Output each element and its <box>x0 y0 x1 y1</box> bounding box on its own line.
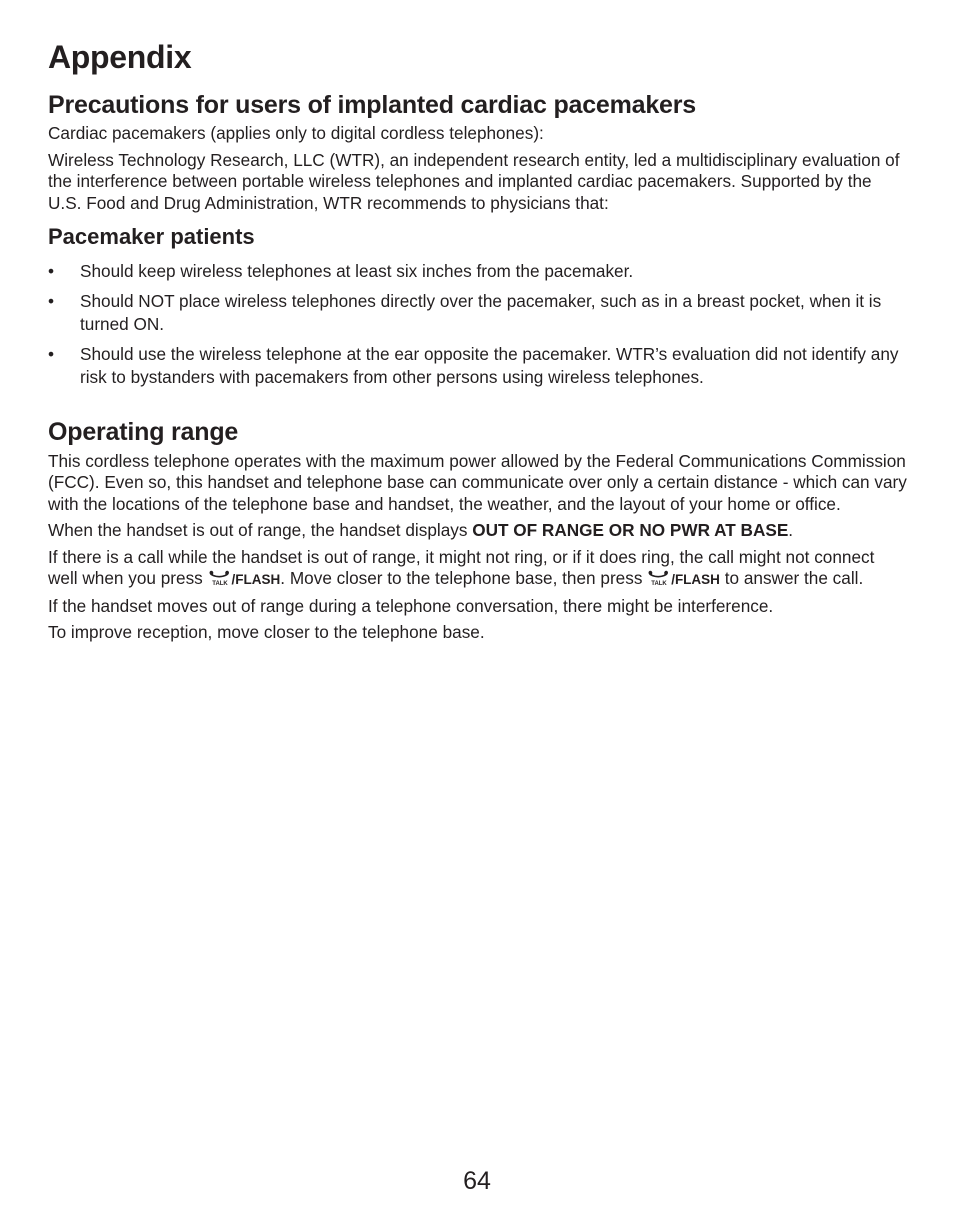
talk-handset-icon <box>647 568 671 586</box>
bullet-text: Should NOT place wireless telephones directly over the pacemaker, such as in a breast pocket, when it is turned ON. <box>80 290 882 334</box>
talk-key-label: TALK <box>211 581 228 586</box>
bullet-text: Should use the wireless telephone at the ear opposite the pacemaker. WTR’s evaluation did not identify any risk to bystanders with pacemakers from other persons using wireless telephones. <box>80 343 899 387</box>
range-paragraph-1: This cordless telephone operates with the maximum power allowed by the Federal Communications Commission (FCC). Even so, this handset and telephone base can communicate over only a certain distance - which can vary with the locations of the telephone base and handset, the weather, and the layout of your home or office. <box>48 450 907 514</box>
operating-range-body <box>48 451 908 644</box>
talk-flash-key-2 <box>647 568 720 591</box>
range-p3-text-3: to answer the call. <box>719 568 864 588</box>
talk-key-label: TALK <box>651 581 667 586</box>
page-number: 64 <box>463 1167 491 1195</box>
pacemaker-paragraph: Wireless Technology Research, LLC (WTR), an independent research entity, led a multidisciplinary evaluation of the interference between portable wireless telephones and implanted cardiac pacemakers. Supported by the U.S. Food and Drug Administration, WTR recommends to physicians that: <box>48 149 900 213</box>
pacemaker-patients-subheading: Pacemaker patients <box>48 224 255 249</box>
bullet-glyph: • <box>48 343 55 364</box>
range-paragraph-3 <box>48 547 908 591</box>
range-paragraph-2 <box>48 520 908 542</box>
range-paragraph-5: To improve reception, move closer to the telephone base. <box>48 622 485 642</box>
range-p3-text-2: . Move closer to the telephone base, then press <box>280 568 648 588</box>
range-p2-text: When the handset is out of range, the handset displays <box>48 520 473 540</box>
pacemaker-section-heading: Precautions for users of implanted cardiac pacemakers <box>48 91 696 119</box>
list-item <box>48 343 908 390</box>
operating-range-heading: Operating range <box>48 417 239 446</box>
range-paragraph-4: If the handset moves out of range during a telephone conversation, there might be interference. <box>48 595 774 616</box>
list-item <box>48 290 908 337</box>
out-of-range-display-text: OUT OF RANGE OR NO PWR AT BASE <box>472 520 789 540</box>
bullet-glyph: • <box>48 290 55 311</box>
appendix-title: Appendix <box>48 39 192 75</box>
list-item <box>48 260 908 284</box>
talk-handset-icon <box>208 568 232 586</box>
pacemaker-bullet-list <box>48 260 908 390</box>
bullet-text: Should keep wireless telephones at least six inches from the pacemaker. <box>80 261 634 281</box>
talk-flash-key-1 <box>208 568 281 591</box>
range-p3-text-1: If there is a call while the handset is out of range, it might not ring, or if it does ring, the call might not connect well when you press <box>48 546 875 588</box>
bullet-glyph: • <box>48 261 55 281</box>
manual-page <box>48 36 908 644</box>
flash-key-label: /FLASH <box>671 572 720 587</box>
pacemaker-intro: Cardiac pacemakers (applies only to digital cordless telephones): <box>48 123 544 143</box>
flash-key-label: /FLASH <box>231 572 281 587</box>
range-p2-end: . <box>788 520 794 540</box>
